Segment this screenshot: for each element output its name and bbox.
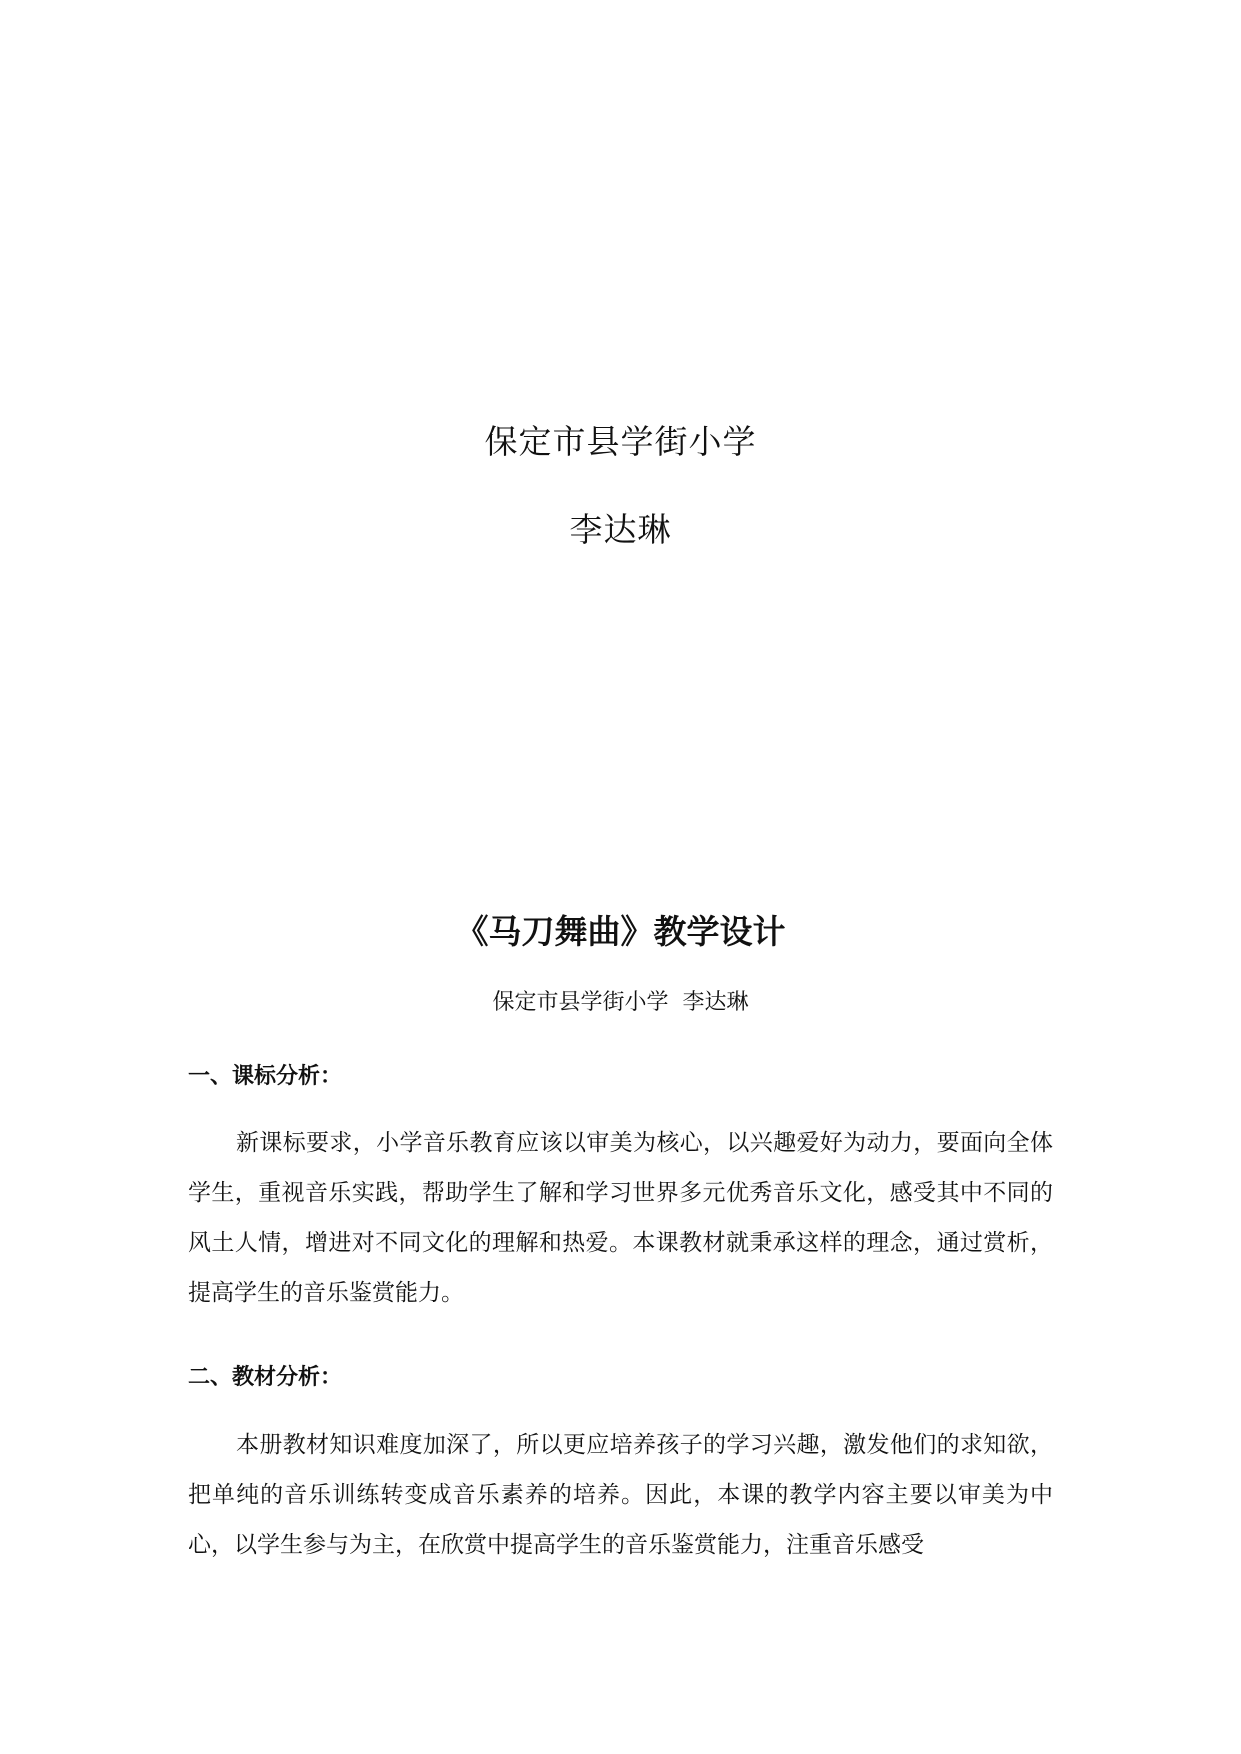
section-heading-textbook-analysis: 二、教材分析： bbox=[188, 1365, 343, 1390]
section-body-textbook-analysis: 本册教材知识难度加深了，所以更应培养孩子的学习兴趣，激发他们的求知欲，把单纯的音乐训练转变成音乐素养的培养。因此，本课的教学内容主要以审美为中心，以学生参与为主，在欣赏中提高学生的音乐鉴赏能力，注重音乐感受 bbox=[188, 1432, 1053, 1558]
cover-school-name: 保定市县学街小学 bbox=[484, 422, 757, 461]
document-byline: 保定市县学街小学 李达琳 bbox=[492, 990, 749, 1015]
section-heading-curriculum-analysis: 一、课标分析： bbox=[188, 1064, 343, 1089]
cover-author-name: 李达琳 bbox=[569, 510, 672, 549]
section-body-curriculum-analysis: 新课标要求，小学音乐教育应该以审美为核心，以兴趣爱好为动力，要面向全体学生，重视音乐实践，帮助学生了解和学习世界多元优秀音乐文化，感受其中不同的风土人情，增进对不同文化的理解和热爱。本课教材就秉承这样的理念，通过赏析，提高学生的音乐鉴赏能力。 bbox=[188, 1130, 1053, 1306]
document-title: 《马刀舞曲》教学设计 bbox=[455, 912, 786, 951]
